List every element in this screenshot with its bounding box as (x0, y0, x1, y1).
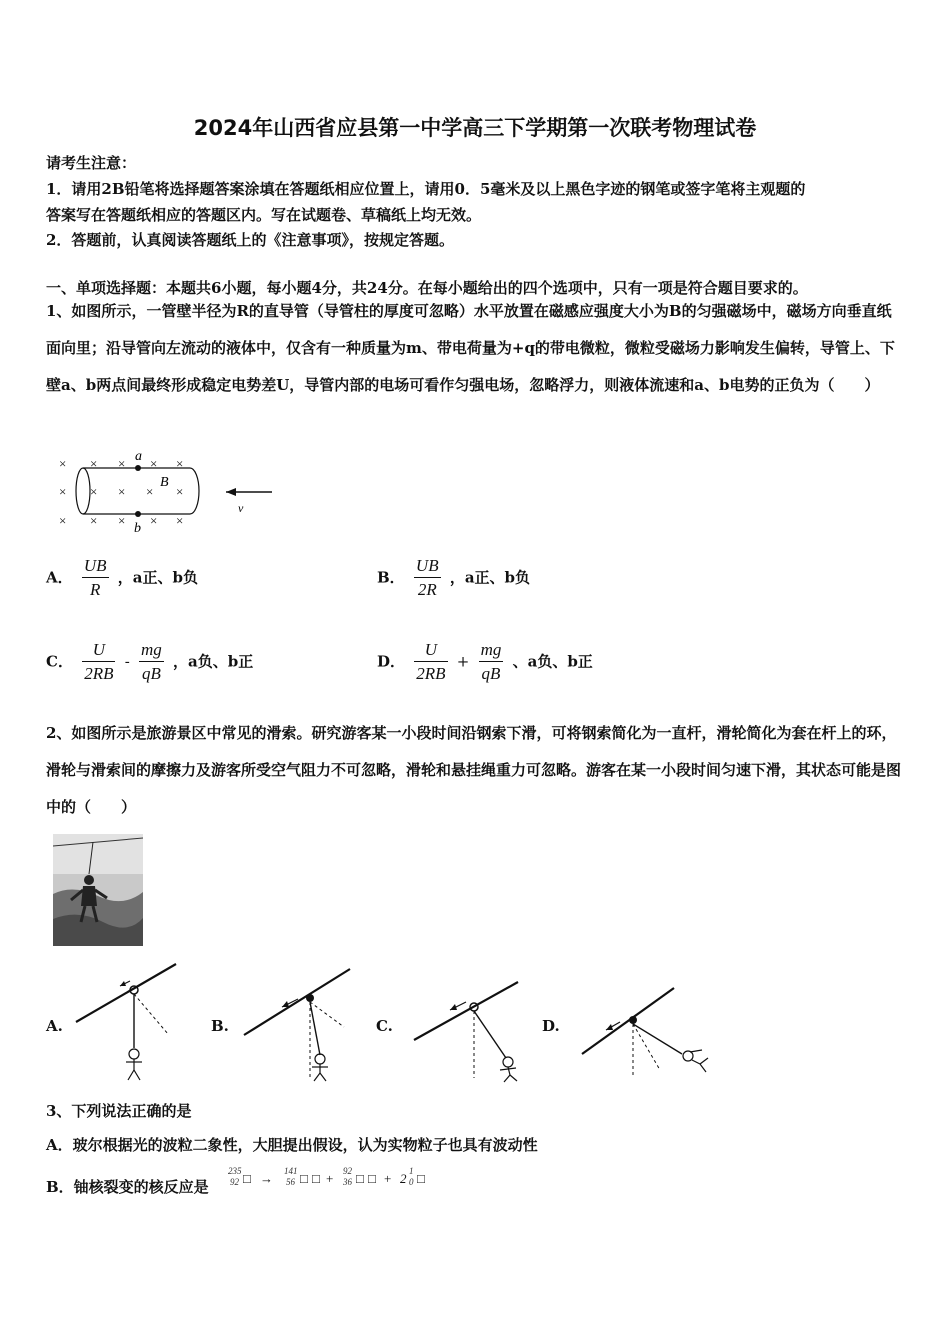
atomic-number: 0 (409, 1177, 414, 1187)
coefficient: 2 (400, 1171, 407, 1186)
element-box: □ (417, 1171, 425, 1186)
cross-mark: × (176, 513, 184, 528)
cross-mark: × (146, 484, 154, 499)
option-letter: C． (46, 652, 73, 671)
label-v: v (238, 501, 244, 515)
fraction (139, 639, 164, 686)
option-letter: B. (211, 1017, 229, 1035)
pipe-diagram (50, 444, 290, 539)
point-b (135, 511, 141, 517)
velocity-arrowhead (226, 488, 236, 496)
fraction (414, 639, 447, 686)
fraction-numerator: mg (139, 639, 164, 662)
element-box: □ (300, 1171, 308, 1186)
cross-mark: × (59, 484, 67, 499)
fraction-numerator: mg (479, 639, 504, 662)
fraction-denominator: 2RB (416, 664, 446, 683)
cross-mark: × (118, 456, 126, 471)
element-box: □ (312, 1171, 320, 1186)
mass-number: 141 (284, 1166, 298, 1176)
cross-mark: × (176, 456, 184, 471)
fraction-denominator: qB (481, 664, 501, 683)
cross-mark: × (150, 456, 158, 471)
question-1-option-d[interactable] (377, 639, 593, 686)
question-1-stem: 1、如图所示，一管壁半径为R的直导管（导管柱的厚度可忽略）水平放置在磁感应强度大小为B的匀强磁场中，磁场方向垂直纸面向里；沿导管向左流动的液体中，仅含有一种质量为m、带电荷量为+q的带电微粒，微粒受磁场力影响发生偏转，导管上、下壁a、b两点间最终形成稳定电势差U，导管内部的电场可看作匀强电场，忽略浮力，则液体流速和a、b电势的正负为（ ） (46, 302, 895, 394)
element-box: □ (356, 1171, 364, 1186)
cross-mark: × (90, 484, 98, 499)
arrow: → (260, 1171, 273, 1186)
zipline-figure-c (410, 978, 525, 1083)
zipline-figure-d (578, 984, 713, 1079)
atomic-number: 92 (230, 1177, 239, 1187)
zipline-figure-b (240, 965, 355, 1085)
question-3-option-a[interactable]: A．玻尔根据光的波粒二象性，大胆提出假设，认为实物粒子也具有波动性 (46, 1136, 538, 1154)
question-1-option-b[interactable] (377, 555, 530, 602)
mass-number: 92 (343, 1166, 352, 1176)
mass-number: 235 (228, 1166, 242, 1176)
mass-number: 1 (409, 1166, 414, 1176)
option-tail: 、a负、b正 (512, 652, 593, 671)
notice-item-1-line-2: 答案写在答题纸相应的答题区内。写在试题卷、草稿纸上均无效。 (46, 206, 482, 224)
option-letter: D. (542, 1017, 560, 1035)
operator: + (456, 652, 470, 671)
fraction-numerator: U (82, 639, 115, 662)
fraction (82, 639, 115, 686)
question-3-stem: 3、下列说法正确的是 (46, 1102, 192, 1120)
page-title: 2024年山西省应县第一中学高三下学期第一次联考物理试卷 (193, 116, 757, 140)
option-tail: ，a负、b正 (173, 652, 254, 671)
cross-mark: × (176, 484, 184, 499)
question-2-option-d[interactable] (542, 1017, 560, 1035)
label-B-field: B (160, 475, 169, 490)
notice-item-2: 2．答题前，认真阅读答题纸上的《注意事项》，按规定答题。 (46, 231, 454, 249)
label-b: b (134, 521, 141, 536)
zipline-photo (53, 834, 143, 946)
option-letter: A. (46, 1017, 63, 1035)
cross-mark: × (90, 456, 98, 471)
cross-mark: × (118, 513, 126, 528)
option-tail: ，a正、b负 (117, 568, 198, 587)
fraction-denominator: qB (141, 664, 161, 683)
fraction-numerator: U (414, 639, 447, 662)
fraction-denominator: R (90, 580, 101, 599)
fraction-denominator: 2RB (84, 664, 114, 683)
option-letter: D． (377, 652, 406, 671)
option-letter: A． (46, 568, 73, 587)
section-heading: 一、单项选择题：本题共6小题，每小题4分，共24分。在每小题给出的四个选项中，只有一项是符合题目要求的。 (46, 279, 808, 297)
question-1-option-a[interactable] (46, 555, 198, 602)
question-1-option-c[interactable] (46, 639, 253, 686)
atomic-number: 56 (286, 1177, 295, 1187)
point-a (135, 465, 141, 471)
option-b-text: B．铀核裂变的核反应是 (46, 1178, 209, 1196)
fraction-denominator: 2R (417, 580, 437, 599)
option-letter: C. (376, 1017, 393, 1035)
plus: + (384, 1171, 392, 1186)
cross-mark: × (150, 513, 158, 528)
option-letter: B． (377, 568, 405, 587)
cross-mark: × (59, 513, 67, 528)
label-a: a (135, 449, 142, 464)
atomic-number: 36 (343, 1177, 352, 1187)
element-box: □ (243, 1171, 251, 1186)
element-box: □ (368, 1171, 376, 1186)
nuclear-reaction-equation (224, 1162, 444, 1192)
fraction-numerator: UB (414, 555, 441, 578)
operator: - (124, 652, 130, 671)
plus: + (326, 1171, 334, 1186)
cross-mark: × (59, 456, 67, 471)
cross-mark: × (90, 513, 98, 528)
question-2-option-a[interactable] (46, 1017, 63, 1035)
zipline-figure-a (72, 960, 182, 1085)
fraction-numerator: UB (82, 555, 109, 578)
question-2-stem: 2、如图所示是旅游景区中常见的滑索。研究游客某一小段时间沿钢索下滑，可将钢索简化为一直杆，滑轮简化为套在杆上的环，滑轮与滑索间的摩擦力及游客所受空气阻力不可忽略，滑轮和悬挂绳重力可忽略。游客在某一小段时间匀速下滑，其状态可能是图中的（ ） (46, 724, 902, 816)
fraction (479, 639, 504, 686)
fraction (82, 555, 109, 602)
cross-mark: × (118, 484, 126, 499)
question-3-option-b[interactable] (46, 1176, 209, 1197)
notice-heading: 请考生注意： (46, 154, 137, 172)
pipe-left-end (76, 468, 90, 514)
fraction (414, 555, 441, 602)
question-2-option-c[interactable] (376, 1017, 393, 1035)
notice-item-1-line-1: 1．请用2B铅笔将选择题答案涂填在答题纸相应位置上，请用0．5毫米及以上黑色字迹的钢笔或签字笔将主观题的 (46, 180, 806, 198)
option-tail: ，a正、b负 (449, 568, 531, 587)
question-2-option-b[interactable] (211, 1017, 229, 1035)
